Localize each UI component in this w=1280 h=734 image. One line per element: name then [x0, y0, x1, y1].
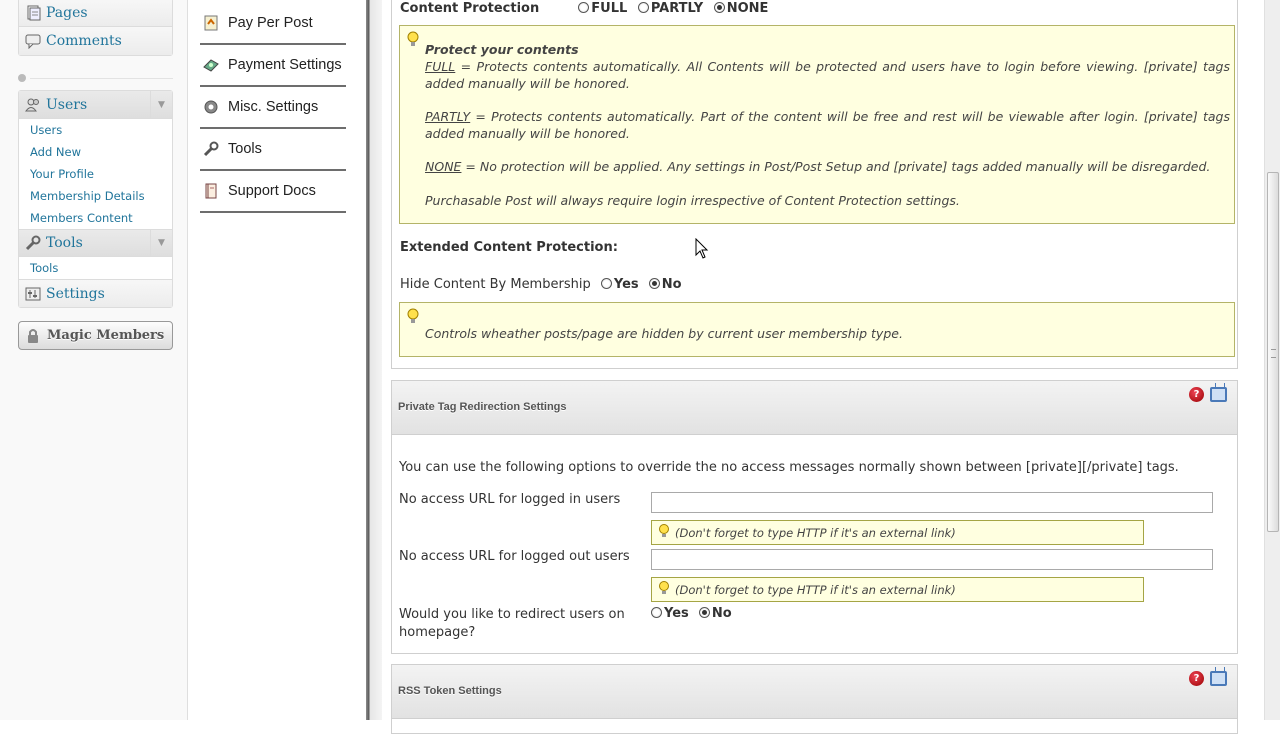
plugin-nav — [188, 0, 366, 720]
payment-icon — [202, 56, 220, 74]
sidebar-item-label: Settings — [46, 285, 105, 302]
video-tutorial-icon[interactable] — [1210, 387, 1227, 402]
lightbulb-icon — [658, 524, 670, 541]
sidebar-item-label: Pages — [46, 4, 88, 21]
submenu-add-new[interactable]: Add New — [30, 145, 82, 159]
book-icon — [202, 182, 220, 200]
option-full-label: FULL — [591, 1, 628, 16]
tip-full: FULL = Protects contents automatically. All Contents will be protected and users have to login before viewing. [private] tags added manually will be honored. — [425, 59, 1230, 91]
frame-divider — [366, 0, 382, 720]
tip-partly: PARTLY = Protects contents automatically. Part of the content will be free and rest will be viewable after login. [private] tags added manually will be honored. — [425, 109, 1230, 141]
sidebar-item-comments[interactable] — [19, 27, 172, 55]
radio-redirect-yes[interactable] — [651, 607, 662, 618]
lightbulb-icon — [406, 31, 420, 50]
magic-members-button[interactable] — [18, 321, 173, 350]
sidebar-item-settings[interactable] — [19, 279, 172, 307]
sidebar-item-tools[interactable] — [19, 229, 172, 257]
nav-label: Support Docs — [228, 183, 316, 199]
redirect-homepage-label: Would you like to redirect users on homepage? — [399, 607, 625, 640]
private-tag-intro: You can use the following options to override the no access messages normally shown between [private][/private] tags. — [399, 460, 1179, 475]
tip-title: Protect your contents — [425, 42, 579, 57]
pay-per-post-icon — [202, 14, 220, 32]
hide-content-label: Hide Content By Membership — [400, 277, 591, 292]
settings-icon — [25, 286, 41, 302]
sidebar-item-pages[interactable] — [19, 0, 172, 27]
menu-separator — [18, 72, 173, 82]
extended-tip-text: Controls wheather posts/page are hidden by current user membership type. — [425, 326, 903, 341]
option-no-label: No — [711, 606, 732, 621]
magic-members-label: Magic Members — [47, 328, 165, 343]
private-tag-panel — [391, 380, 1238, 654]
hint-text: (Don't forget to type HTTP if it's an external link) — [675, 582, 956, 597]
logged-in-url-label: No access URL for logged in users — [399, 492, 621, 507]
nav-support-docs[interactable] — [200, 171, 346, 213]
gear-icon — [202, 98, 220, 116]
nav-label: Misc. Settings — [228, 99, 319, 115]
chevron-down-icon[interactable]: ▼ — [150, 230, 172, 256]
tip-purchasable: Purchasable Post will always require login irrespective of Content Protection settings. — [425, 193, 960, 208]
menu-group-users — [18, 90, 173, 308]
content-protection-label: Content Protection — [400, 1, 540, 16]
nav-label: Tools — [228, 141, 262, 157]
pages-icon — [25, 5, 41, 21]
submenu-members-content[interactable]: Members Content — [30, 211, 133, 225]
mouse-cursor-icon — [695, 238, 709, 264]
nav-label: Payment Settings — [228, 57, 342, 73]
submenu-tools[interactable]: Tools — [30, 261, 59, 275]
menu-group-content — [18, 0, 173, 56]
radio-redirect-no[interactable] — [699, 607, 710, 618]
extended-protection-heading: Extended Content Protection: — [400, 240, 618, 255]
help-icon[interactable]: ? — [1189, 671, 1204, 686]
help-icon[interactable]: ? — [1189, 387, 1204, 402]
radio-hide-no[interactable] — [649, 278, 660, 289]
submenu-your-profile[interactable]: Your Profile — [30, 167, 94, 181]
wrench-icon — [202, 140, 220, 158]
sidebar-item-label: Tools — [46, 235, 83, 251]
logged-in-url-input[interactable] — [651, 492, 1213, 513]
http-hint — [651, 577, 1144, 602]
lightbulb-icon — [406, 308, 420, 327]
nav-pay-per-post[interactable] — [200, 3, 346, 45]
sidebar-item-label: Comments — [46, 33, 122, 49]
rss-token-panel — [391, 664, 1238, 734]
chevron-down-icon[interactable]: ▼ — [150, 91, 172, 118]
content-protection-panel — [391, 0, 1238, 369]
submenu-membership-details[interactable]: Membership Details — [30, 189, 145, 203]
scrollbar-thumb[interactable] — [1267, 172, 1279, 532]
radio-none[interactable] — [714, 2, 725, 13]
main-content — [382, 0, 1264, 720]
lightbulb-icon — [658, 581, 670, 598]
radio-partly[interactable] — [638, 2, 649, 13]
option-yes-label: Yes — [664, 606, 689, 621]
option-yes-label: Yes — [613, 277, 639, 292]
panel-header — [392, 665, 1237, 719]
nav-payment-settings[interactable] — [200, 45, 346, 87]
video-tutorial-icon[interactable] — [1210, 671, 1227, 686]
nav-misc-settings[interactable] — [200, 87, 346, 129]
http-hint — [651, 520, 1144, 545]
nav-label: Pay Per Post — [228, 15, 313, 31]
radio-full[interactable] — [578, 2, 589, 13]
content-protection-tip — [399, 25, 1235, 224]
extended-protection-tip — [399, 302, 1235, 357]
option-none-label: NONE — [726, 1, 769, 16]
tip-none: NONE = No protection will be applied. Any settings in Post/Post Setup and [private] tags added manually will be disregarded. — [425, 159, 1211, 174]
nav-tools[interactable] — [200, 129, 346, 171]
lock-icon — [25, 328, 41, 344]
option-no-label: No — [661, 277, 682, 292]
sidebar-item-label: Users — [46, 96, 88, 113]
comments-icon — [25, 33, 41, 49]
panel-title: Private Tag Redirection Settings — [398, 401, 567, 413]
panel-title: RSS Token Settings — [398, 685, 502, 697]
hint-text: (Don't forget to type HTTP if it's an external link) — [675, 525, 956, 540]
users-icon — [25, 97, 41, 113]
admin-sidebar — [0, 0, 188, 720]
panel-header — [392, 381, 1237, 435]
submenu-users[interactable]: Users — [30, 123, 63, 137]
sidebar-item-users[interactable] — [19, 91, 172, 119]
tools-icon — [25, 235, 41, 251]
logged-out-url-label: No access URL for logged out users — [399, 549, 630, 564]
vertical-scrollbar[interactable] — [1264, 0, 1280, 720]
logged-out-url-input[interactable] — [651, 549, 1213, 570]
option-partly-label: PARTLY — [650, 1, 704, 16]
radio-hide-yes[interactable] — [601, 278, 612, 289]
